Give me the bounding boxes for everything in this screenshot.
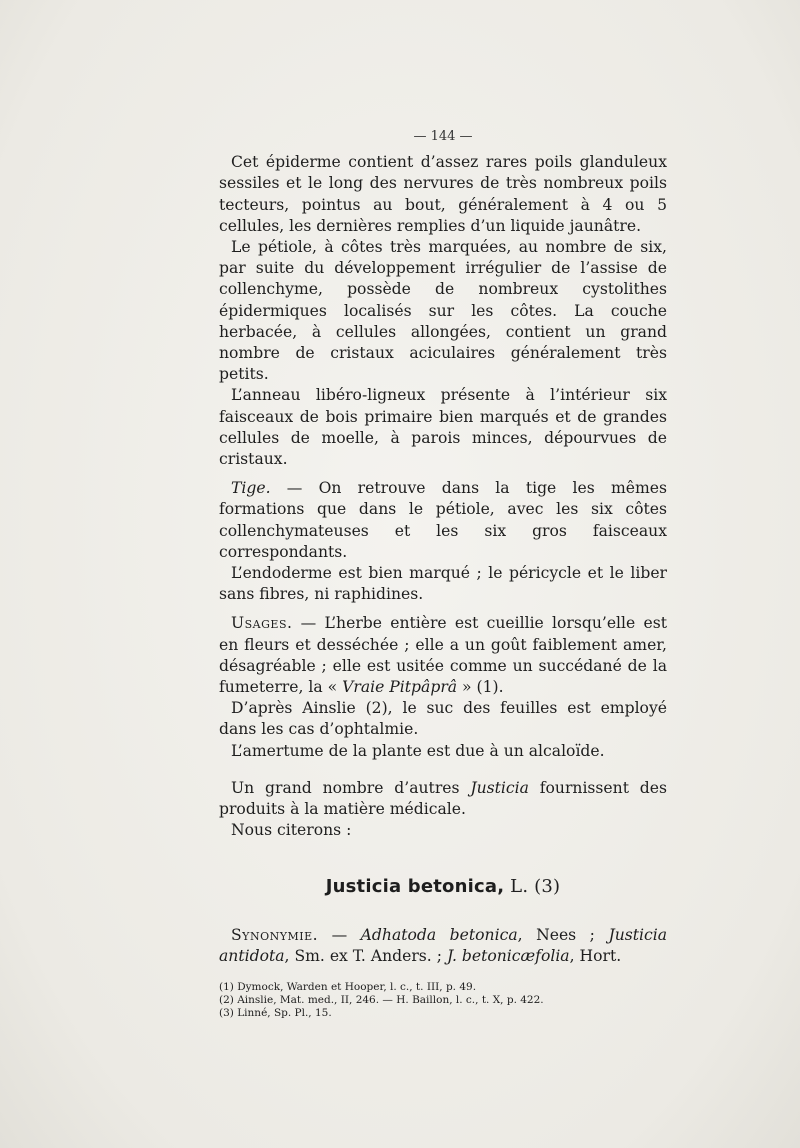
paragraph-usages [219,613,667,698]
paragraph-autres-justicia [219,778,667,820]
text-autres-a: Un grand nombre d’autres [231,778,471,797]
paragraph-synonymie [219,925,667,967]
paragraph-nous-citerons: Nous citerons : [231,821,352,840]
syn-text-4: , Hort. [569,946,622,965]
paragraph-amertume: L’amertume de la plante est due à un alcaloïde. [231,741,605,760]
text-autres-b: fournissent des produits à la matière médicale. [219,778,668,819]
syn-text-3: , Sm. ex T. Anders. ; [284,946,447,965]
label-synonymie: Synonymie. [231,925,319,944]
text-justicia: Justicia [470,778,529,797]
paragraph-anneau: L’anneau libéro-ligneux présente à l’intérieur six faisceaux de bois primaire bien marqués et de grandes cellules de moelle, à parois minces, dépourvues de cristaux. [219,386,667,469]
species-heading [219,876,667,897]
footnotes [219,981,667,1020]
text-block [219,126,667,1020]
paragraph-epiderme: Cet épiderme contient d’assez rares poils glanduleux sessiles et le long des nervures de très nombreux poils tecteurs, pointus au bout, généralement à 4 ou 5 cellules, les dernières remplies d’un liquide jaunâtre. [219,153,667,235]
paragraph-endoderme: L’endoderme est bien marqué ; le péricycle et le liber sans fibres, ni raphidines. [219,564,667,604]
label-usages: Usages. [231,614,293,633]
text-tige: — On retrouve dans la tige les mêmes formations que dans le pétiole, avec les six côtes collenchymateuses et les six gros faisceaux correspondants. [219,479,667,561]
syn-text-1: — [318,925,361,944]
syn-adhatoda: Adhatoda betonica [360,925,518,944]
text-usages-b: » (1). [457,678,504,697]
text-usages-a: — L’herbe entière est cueillie lorsqu’elle est en fleurs et desséchée ; elle a un goût faiblement amer, désagréable ; elle est usitée comme un succédané de la fumeterre, la « [219,614,667,697]
syn-betonicaefolia: J. betonicæfolia [446,946,570,965]
label-tige: Tige. [231,479,271,498]
text-vraie-pitpapra: Vraie Pitpâprâ [342,678,458,697]
paragraph-tige [219,478,667,563]
species-name: Justicia betonica, [325,875,505,897]
footnote-2: (2) Ainslie, Mat. med., II, 246. — H. Baillon, l. c., t. X, p. 422. [219,994,544,1007]
page-number: — 144 — [413,129,473,144]
syn-justicia-antidota: Justicia antidota [219,925,668,965]
paragraph-ainslie: D’après Ainslie (2), le suc des feuilles est employé dans les cas d’ophtalmie. [219,699,667,739]
footnote-1: (1) Dymock, Warden et Hooper, l. c., t. III, p. 49. [219,981,477,994]
footnote-3: (3) Linné, Sp. Pl., 15. [219,1007,332,1020]
paragraph-petiole: Le pétiole, à côtes très marquées, au nombre de six, par suite du développement irrégulier de l’assise de collenchyme, possède de nombreux cystolithes épidermiques localisés sur les côtes. La couche herbacée, à cellules allongées, contient un grand nombre de cristaux aciculaires généralement très petits. [219,238,667,384]
species-authority: L. (3) [504,875,561,897]
syn-text-2: , Nees ; [517,925,609,944]
